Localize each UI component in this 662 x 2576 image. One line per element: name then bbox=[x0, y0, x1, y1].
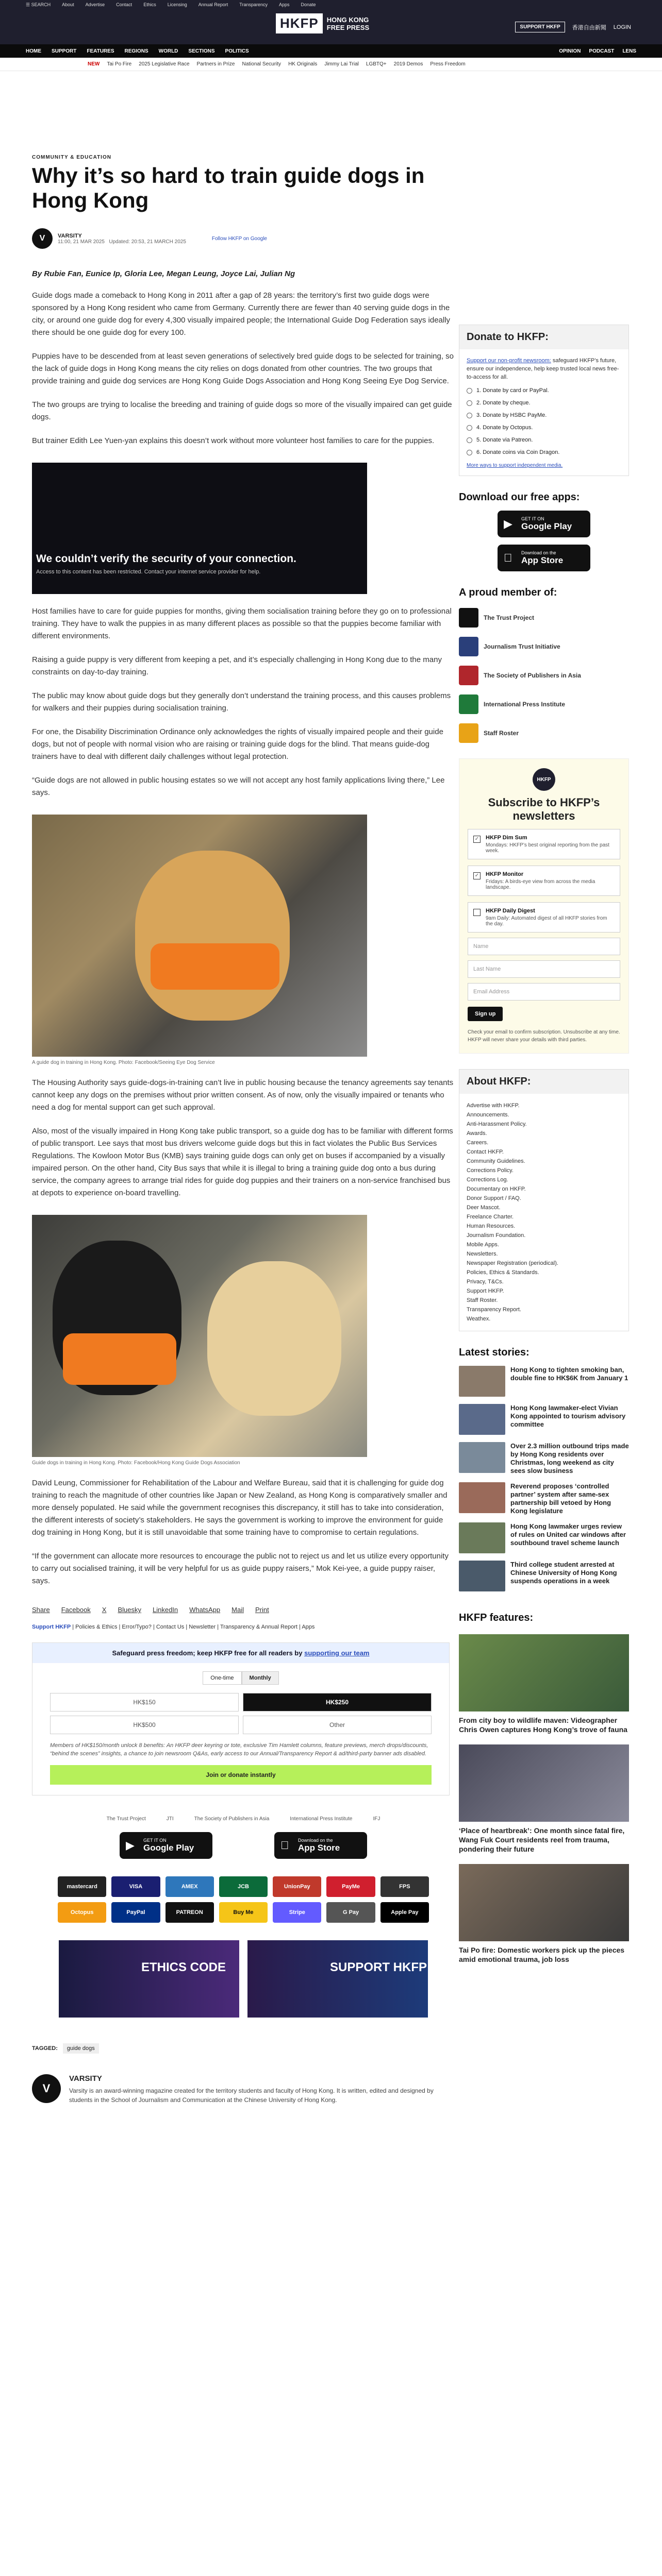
about-link[interactable]: Community Guidelines. bbox=[467, 1158, 525, 1164]
paragraph: But trainer Edith Lee Yuen-yan explains this doesn’t work without more volunteer host families to care for the puppies. bbox=[32, 436, 435, 445]
google-play-button[interactable]: ▶ GET IT ON Google Play bbox=[120, 1832, 212, 1859]
proud-item[interactable]: The Trust Project bbox=[459, 608, 629, 628]
donate-option[interactable]: 5. Donate via Patreon. bbox=[467, 437, 621, 443]
newsletter-box bbox=[459, 758, 629, 1054]
about-link[interactable]: Policies, Ethics & Standards. bbox=[467, 1269, 539, 1276]
about-link[interactable]: Staff Roster. bbox=[467, 1297, 498, 1303]
topbar-donate[interactable]: Donate bbox=[301, 2, 316, 7]
member-logo[interactable]: The Society of Publishers in Asia bbox=[194, 1816, 270, 1822]
apps-title: Download our free apps: bbox=[459, 492, 580, 503]
topbar-transparency[interactable]: Transparency bbox=[239, 2, 268, 7]
dog-figure bbox=[135, 851, 290, 1021]
share-mail[interactable]: Mail bbox=[231, 1606, 244, 1614]
signup-button[interactable]: Sign up bbox=[468, 1007, 503, 1021]
paragraph: Puppies have to be descended from at least seven generations of selectively bred guide dogs to be selected for training, so the lack of guide dogs in Hong Kong means the city relies on dogs donated from other countries. The two groups that provide training and guide dog services are Hong Kong Guide Dogs Association and Hong Kong Seeing Eye Dog Service. bbox=[32, 352, 454, 385]
proud-title: A proud member of: bbox=[459, 587, 557, 598]
about-link[interactable]: Newspaper Registration (periodical). bbox=[467, 1260, 558, 1266]
payment-logos bbox=[58, 1876, 429, 1923]
dog-figure bbox=[207, 1261, 341, 1416]
about-list bbox=[459, 1094, 628, 1331]
donate-frequency bbox=[32, 1671, 449, 1685]
site-logo[interactable] bbox=[276, 13, 373, 33]
pay-logo: UnionPay bbox=[273, 1876, 321, 1897]
topbar-licensing[interactable]: Licensing bbox=[167, 2, 187, 7]
paragraph: Host families have to care for guide puppies for months, giving them socialisation training before they go on to professional training. They have to walk the puppies in as many different places as possible so that the puppies become familiar with different environments. bbox=[32, 607, 452, 640]
sidebar bbox=[459, 325, 629, 1964]
proud-item[interactable]: The Society of Publishers in Asia bbox=[459, 666, 629, 685]
about-link[interactable]: Journalism Foundation. bbox=[467, 1232, 526, 1239]
topbar-apps[interactable]: Apps bbox=[278, 2, 290, 7]
latest-story[interactable]: Hong Kong to tighten smoking ban, double fine to HK$6K from January 1 bbox=[459, 1366, 629, 1397]
share-facebook[interactable]: Facebook bbox=[61, 1606, 91, 1614]
share-label: Share bbox=[32, 1606, 50, 1614]
amount-option[interactable]: HK$250 bbox=[243, 1693, 432, 1711]
latest-story[interactable]: Hong Kong lawmaker-elect Vivian Kong appointed to tourism advisory committee bbox=[459, 1404, 629, 1435]
trending-item[interactable]: Tai Po Fire bbox=[107, 61, 132, 67]
about-title: About HKFP: bbox=[459, 1070, 628, 1094]
member-logo[interactable]: JTI bbox=[166, 1816, 174, 1822]
trending-item[interactable]: LGBTQ+ bbox=[366, 61, 387, 67]
nav-podcast[interactable]: PODCAST bbox=[589, 48, 615, 54]
paragraph: Guide dogs made a comeback to Hong Kong in 2011 after a gap of 28 years: the territory’s first two guide dogs were sponsored by a Hong Kong resident who came from Germany. Currently there are fewer than 40 serving guide dogs in the city, or around one guide dog for every 4,300 visually impaired people; the International Guide Dog Federation says ideally there should be one guide dog for every 100. bbox=[32, 291, 451, 337]
nav-regions[interactable]: REGIONS bbox=[124, 48, 148, 54]
share-bluesky[interactable]: Bluesky bbox=[118, 1606, 141, 1614]
sidebar-donate-lead: Support our non-profit newsroom: safeguard HKFP’s future, ensure our independence, help keep trusted local news free-to-access for all. bbox=[467, 358, 619, 380]
nav-opinion[interactable]: OPINION bbox=[559, 48, 581, 54]
donate-option[interactable]: 4. Donate by Octopus. bbox=[467, 425, 621, 431]
app-store-button[interactable]: Download on the App Store bbox=[498, 545, 590, 571]
share-bar bbox=[32, 1606, 455, 1614]
newsletter-option[interactable]: ✓ HKFP Dim Sum Mondays: HKFP’s best original reporting from the past week. bbox=[468, 829, 620, 859]
tags bbox=[32, 2043, 455, 2054]
proud-member bbox=[459, 587, 629, 743]
share-x[interactable]: X bbox=[102, 1606, 107, 1614]
sidebar-store-buttons bbox=[459, 511, 629, 571]
proud-item[interactable]: Journalism Trust Initiative bbox=[459, 637, 629, 656]
about-link[interactable]: Newsletters. bbox=[467, 1251, 498, 1257]
latest-title: Latest stories: bbox=[459, 1347, 529, 1358]
author-box bbox=[32, 2074, 455, 2105]
pay-logo: PATREON bbox=[166, 1902, 214, 1923]
feature-story[interactable]: Tai Po fire: Domestic workers pick up the pieces amid emotional trauma, job loss bbox=[459, 1864, 629, 1964]
photo-caption: A guide dog in training in Hong Kong. Photo: Facebook/Seeing Eye Dog Service bbox=[32, 1060, 215, 1065]
tagged-label: TAGGED: bbox=[32, 2045, 58, 2052]
topbar-search[interactable]: ☰ SEARCH bbox=[26, 2, 51, 7]
pay-logo: G Pay bbox=[326, 1902, 375, 1923]
pay-logo: VISA bbox=[111, 1876, 160, 1897]
author-name[interactable]: VARSITY bbox=[58, 232, 82, 239]
top-utility-bar bbox=[0, 0, 662, 9]
pay-logo: PayPal bbox=[111, 1902, 160, 1923]
nav-lens[interactable]: LENS bbox=[622, 48, 636, 54]
newsletter-option[interactable]: HKFP Daily Digest 9am Daily: Automated digest of all HKFP stories from the day. bbox=[468, 902, 620, 933]
donate-option[interactable]: 2. Donate by cheque. bbox=[467, 400, 621, 406]
sidebar-donate-box bbox=[459, 325, 629, 476]
google-play-icon: ▶ bbox=[126, 1839, 135, 1852]
pay-logo: Buy Me bbox=[219, 1902, 268, 1923]
newsletter-option[interactable]: ✓ HKFP Monitor Fridays: A birds-eye view from across the media landscape. bbox=[468, 866, 620, 896]
paragraph: Also, most of the visually impaired in Hong Kong take public transport, so a guide dog has to be familiar with different forms of public transport. Lee says that most bus drivers welcome guide dogs but this in fact violates the Public Bus Services Regulations. The Kowloon Motor Bus (KMB) says training guide dogs can only get on buses if accompanied by a visually impaired person. On the other hand, City Bus says that while it is illegal to bring a training guide dog onto a bus during service, the company agrees to arrange trial rides for guide dog puppies and their trainers on a non-service franchised bus at depots to experience on-board travelling. bbox=[32, 1127, 453, 1197]
email-input[interactable]: Email Address bbox=[468, 983, 620, 1001]
pay-logo: FPS bbox=[380, 1876, 429, 1897]
amount-option[interactable]: Other bbox=[243, 1716, 432, 1734]
support-links bbox=[32, 1624, 455, 1630]
pay-logo: Stripe bbox=[273, 1902, 321, 1923]
support-hkfp-banner[interactable]: SUPPORT HKFP bbox=[247, 1940, 428, 2018]
about-link[interactable]: Advertise with HKFP. bbox=[467, 1103, 520, 1109]
member-logo[interactable]: The Trust Project bbox=[106, 1816, 146, 1822]
about-link[interactable]: Documentary on HKFP. bbox=[467, 1186, 526, 1192]
about-link[interactable]: Support HKFP. bbox=[467, 1288, 504, 1294]
author-box-bio: Varsity is an award-winning magazine created for the territory students and faculty of Hong Kong. It is written, edited and designed by students in the School of Journalism and Communication at the Chinese University of Hong Kong. bbox=[69, 2087, 434, 2104]
about-link[interactable]: Transparency Report. bbox=[467, 1307, 521, 1313]
feature-story[interactable]: ‘Place of heartbreak’: One month since fatal fire, Wang Fuk Court residents reel from trauma, pondering their future bbox=[459, 1744, 629, 1854]
trending-item[interactable]: Press Freedom bbox=[430, 61, 466, 67]
byline bbox=[32, 228, 455, 249]
freq-monthly[interactable]: Monthly bbox=[242, 1671, 279, 1685]
paragraph: The Housing Authority says guide-dogs-in-training can’t live in public housing because the tenancy agreements say tenants cannot keep any dogs on the premises without prior written consent. As of now, only the visually impaired or tenants who need a dog for mental support can get such approval. bbox=[32, 1078, 454, 1112]
nonprofit-link[interactable]: Support our non-profit newsroom: bbox=[467, 358, 551, 364]
paragraph: For one, the Disability Discrimination Ordinance only acknowledges the rights of visually impaired people and their guide dogs, but not of people with normal vision who are raising or training guide dogs for the blind. That means guide-dog trainers have to deal with different daily challenges without legal protection. bbox=[32, 727, 443, 761]
trending-item[interactable]: 2025 Legislative Race bbox=[139, 61, 190, 67]
about-link[interactable]: Mobile Apps. bbox=[467, 1242, 499, 1248]
dog-vest bbox=[151, 943, 279, 990]
about-link[interactable]: Anti-Harassment Policy. bbox=[467, 1121, 527, 1127]
latest-story[interactable]: Over 2.3 million outbound trips made by Hong Kong residents over Christmas, long weekend as city sees slow business bbox=[459, 1442, 629, 1475]
newsletter-title: Subscribe to HKFP’s newsletters bbox=[488, 796, 600, 822]
amount-option[interactable]: HK$500 bbox=[50, 1716, 239, 1734]
paragraph: David Leung, Commissioner for Rehabilitation of the Labour and Welfare Bureau, said that it is challenging for guide dog training to reach the magnitude of other countries like Japan or New Zealand, as Hong Kong is comparatively smaller and more densely populated. He said while the government recognises this discrepancy, it still has to take into consideration, the different interests of society’s stakeholders. He says the government is working to improve the environment for guide dog training in Hong Kong, but it is still unavoidable that some training have to compromise to certain regulations. bbox=[32, 1479, 448, 1537]
follow-google-link[interactable]: Follow HKFP on Google bbox=[211, 235, 267, 242]
trending-item[interactable]: Jimmy Lai Trial bbox=[324, 61, 359, 67]
ethics-code-banner[interactable]: ETHICS CODE bbox=[59, 1940, 239, 2018]
newsletter-footnote: Check your email to confirm subscription. Unsubscribe at any time. HKFP will never share your details with third parties. bbox=[468, 1029, 620, 1043]
share-whatsapp[interactable]: WhatsApp bbox=[189, 1606, 221, 1614]
freq-one-time[interactable]: One-time bbox=[203, 1671, 241, 1685]
topbar-ethics[interactable]: Ethics bbox=[143, 2, 156, 7]
blocked-embed bbox=[32, 463, 367, 594]
topbar-contact[interactable]: Contact bbox=[116, 2, 133, 7]
donate-option[interactable]: 1. Donate by card or PayPal. bbox=[467, 387, 621, 394]
member-logo[interactable]: IFJ bbox=[373, 1816, 380, 1822]
latest-story[interactable]: Hong Kong lawmaker urges review of rules on United car windows after southbound travel scheme launch bbox=[459, 1522, 629, 1553]
embed-error-sub: Access to this content has been restricted. Contact your internet service provider for help. bbox=[36, 569, 261, 575]
more-ways-link[interactable]: More ways to support independent media. bbox=[467, 463, 563, 468]
article-category[interactable]: COMMUNITY & EDUCATION bbox=[32, 155, 111, 160]
publish-date: 11:00, 21 MAR 2025 bbox=[58, 239, 105, 245]
about-link[interactable]: Careers. bbox=[467, 1140, 489, 1146]
author-box-avatar[interactable]: V bbox=[32, 2074, 61, 2103]
pay-logo: PayMe bbox=[326, 1876, 375, 1897]
features-title: HKFP features: bbox=[459, 1612, 534, 1623]
member-logo[interactable]: International Press Institute bbox=[290, 1816, 353, 1822]
article-title: Why it’s so hard to train guide dogs in Hong Kong bbox=[32, 163, 425, 212]
share-print[interactable]: Print bbox=[255, 1606, 269, 1614]
about-link[interactable]: Awards. bbox=[467, 1130, 487, 1137]
chinese-site-link[interactable]: 香港自由新聞 bbox=[572, 24, 606, 31]
donate-option[interactable]: 6. Donate coins via Coin Dragon. bbox=[467, 449, 621, 455]
proud-item[interactable]: International Press Institute bbox=[459, 694, 629, 714]
app-store-button[interactable]: Download on the App Store bbox=[274, 1832, 367, 1859]
donate-amounts bbox=[50, 1693, 432, 1734]
checkbox-checked-icon: ✓ bbox=[473, 836, 481, 843]
guide-dog-photo-1[interactable] bbox=[32, 815, 367, 1057]
nav-politics[interactable]: POLITICS bbox=[225, 48, 249, 54]
member-logos bbox=[32, 1816, 455, 1822]
support-team-link[interactable]: supporting our team bbox=[304, 1649, 370, 1657]
pay-logo: Apple Pay bbox=[380, 1902, 429, 1923]
support-hkfp-link[interactable]: Support HKFP bbox=[32, 1624, 71, 1630]
join-donate-button[interactable]: Join or donate instantly bbox=[50, 1765, 432, 1785]
paragraph: The two groups are trying to localise the breeding and training of guide dogs so more of the visually impaired can get guide dogs. bbox=[32, 400, 452, 421]
tag-link[interactable]: guide dogs bbox=[63, 2043, 99, 2054]
feature-story[interactable]: From city boy to wildlife maven: Videographer Chris Owen captures Hong Kong’s trove of fauna bbox=[459, 1634, 629, 1734]
nav-features[interactable]: FEATURES bbox=[87, 48, 114, 54]
author-avatar[interactable]: V bbox=[32, 228, 53, 249]
authors-line: By Rubie Fan, Eunice Ip, Gloria Lee, Megan Leung, Joyce Lai, Julian Ng bbox=[32, 269, 295, 278]
apple-icon bbox=[280, 1839, 289, 1852]
about-link[interactable]: Corrections Log. bbox=[467, 1177, 508, 1183]
proud-item[interactable]: Staff Roster bbox=[459, 723, 629, 743]
about-link[interactable]: Corrections Policy. bbox=[467, 1167, 514, 1174]
about-link[interactable]: Contact HKFP. bbox=[467, 1149, 504, 1155]
about-link[interactable]: Freelance Charter. bbox=[467, 1214, 514, 1220]
apple-icon bbox=[504, 551, 512, 565]
topbar-annual-report[interactable]: Annual Report bbox=[198, 2, 228, 7]
about-link[interactable]: Announcements. bbox=[467, 1112, 509, 1118]
trending-item[interactable]: Partners in Prize bbox=[196, 61, 235, 67]
updated-date: Updated: 20:53, 21 MARCH 2025 bbox=[109, 239, 186, 245]
donate-box-title: Safeguard press freedom; keep HKFP free for all readers by supporting our team bbox=[32, 1643, 449, 1663]
about-box bbox=[459, 1069, 629, 1331]
about-link[interactable]: Privacy, T&Cs. bbox=[467, 1279, 504, 1285]
trending-item[interactable]: 2019 Demos bbox=[393, 61, 423, 67]
policy-links[interactable]: | Policies & Ethics | Error/Typo? | Contact Us | Newsletter | Transparency & Annual Report | Apps bbox=[72, 1624, 315, 1630]
embed-error-title: We couldn’t verify the security of your connection. bbox=[36, 553, 296, 565]
nav-world[interactable]: WORLD bbox=[158, 48, 178, 54]
amount-option[interactable]: HK$150 bbox=[50, 1693, 239, 1711]
google-play-icon: ▶ bbox=[504, 517, 512, 530]
login-link[interactable]: LOGIN bbox=[613, 24, 631, 30]
latest-story[interactable]: Third college student arrested at Chinese University of Hong Kong suspends operations in a week bbox=[459, 1561, 629, 1591]
topbar-advertise[interactable]: Advertise bbox=[85, 2, 105, 7]
latest-story[interactable]: Reverend proposes ‘controlled partner’ system after same-sex partnership bill vetoed by Hong Kong legislature bbox=[459, 1482, 629, 1515]
nav-support[interactable]: SUPPORT bbox=[52, 48, 77, 54]
dog-vest bbox=[63, 1333, 176, 1385]
inline-donate-box bbox=[32, 1642, 450, 1795]
trending-new-label: NEW bbox=[88, 61, 100, 67]
pay-logo: mastercard bbox=[58, 1876, 106, 1897]
photo-caption: Guide dogs in training in Hong Kong. Photo: Facebook/Hong Kong Guide Dogs Association bbox=[32, 1460, 240, 1466]
main-nav bbox=[0, 44, 662, 58]
last-name-input[interactable]: Last Name bbox=[468, 960, 620, 978]
trending-item[interactable]: National Security bbox=[242, 61, 282, 67]
nav-home[interactable]: HOME bbox=[26, 48, 41, 54]
trending-bar bbox=[0, 58, 662, 71]
about-link[interactable]: Weathex. bbox=[467, 1316, 491, 1322]
pay-logo: Octopus bbox=[58, 1902, 106, 1923]
pay-logo: JCB bbox=[219, 1876, 268, 1897]
logo-box: HKFP bbox=[276, 13, 323, 33]
first-name-input[interactable]: Name bbox=[468, 938, 620, 955]
article-main bbox=[32, 155, 455, 2105]
latest-stories bbox=[459, 1347, 629, 1591]
trending-item[interactable]: HK Originals bbox=[288, 61, 318, 67]
google-play-button[interactable]: ▶ GET IT ON Google Play bbox=[498, 511, 590, 537]
guide-dog-photo-2[interactable] bbox=[32, 1215, 367, 1457]
paragraph: Raising a guide puppy is very different from keeping a pet, and it’s especially challenging in Hong Kong due to the many constraints on day-to-day training. bbox=[32, 655, 442, 676]
promo-banners bbox=[32, 1940, 455, 2018]
about-link[interactable]: Donor Support / FAQ. bbox=[467, 1195, 521, 1201]
topbar-about[interactable]: About bbox=[62, 2, 74, 7]
share-linkedin[interactable]: LinkedIn bbox=[153, 1606, 178, 1614]
support-hkfp-button[interactable]: SUPPORT HKFP bbox=[515, 22, 565, 32]
about-link[interactable]: Human Resources. bbox=[467, 1223, 516, 1229]
newsletter-badge: HKFP bbox=[533, 768, 555, 791]
nav-sections[interactable]: SECTIONS bbox=[188, 48, 215, 54]
checkbox-icon bbox=[473, 909, 481, 916]
app-store-buttons bbox=[32, 1832, 455, 1859]
paragraph: “If the government can allocate more resources to encourage the public not to reject us and let us utilize every opportunity to carry out socialised training, it will be very helpful for us as guide puppy raisers,” Mok Kei-yee, a guide puppy raiser, says. bbox=[32, 1552, 449, 1585]
member-benefits-note: Members of HK$150/month unlock 8 benefits: An HKFP deer keyring or tote, exclusive Tim Hamlett columns, feature previews, merch drops/discounts, “behind the scenes” insights, a chance to join newsroom Q&As, early access to our Annual/Transparency Report & ad/third-party banner ads disabled. bbox=[50, 1742, 428, 1757]
pay-logo: AMEX bbox=[166, 1876, 214, 1897]
hkfp-features bbox=[459, 1612, 629, 1964]
sidebar-donate-title: Donate to HKFP: bbox=[459, 325, 628, 349]
about-link[interactable]: Deer Mascot. bbox=[467, 1205, 501, 1211]
author-box-name[interactable]: VARSITY bbox=[69, 2074, 102, 2083]
paragraph: “Guide dogs are not allowed in public housing estates so we will not accept any host family applications living there,” Lee says. bbox=[32, 776, 445, 797]
paragraph: The public may know about guide dogs but they generally don’t understand the training process, and this causes problems for walkers and their puppies during socialisation training. bbox=[32, 691, 451, 713]
checkbox-checked-icon: ✓ bbox=[473, 872, 481, 879]
masthead bbox=[0, 9, 662, 44]
logo-text: HONG KONG FREE PRESS bbox=[326, 15, 370, 31]
donate-option[interactable]: 3. Donate by HSBC PayMe. bbox=[467, 412, 621, 418]
